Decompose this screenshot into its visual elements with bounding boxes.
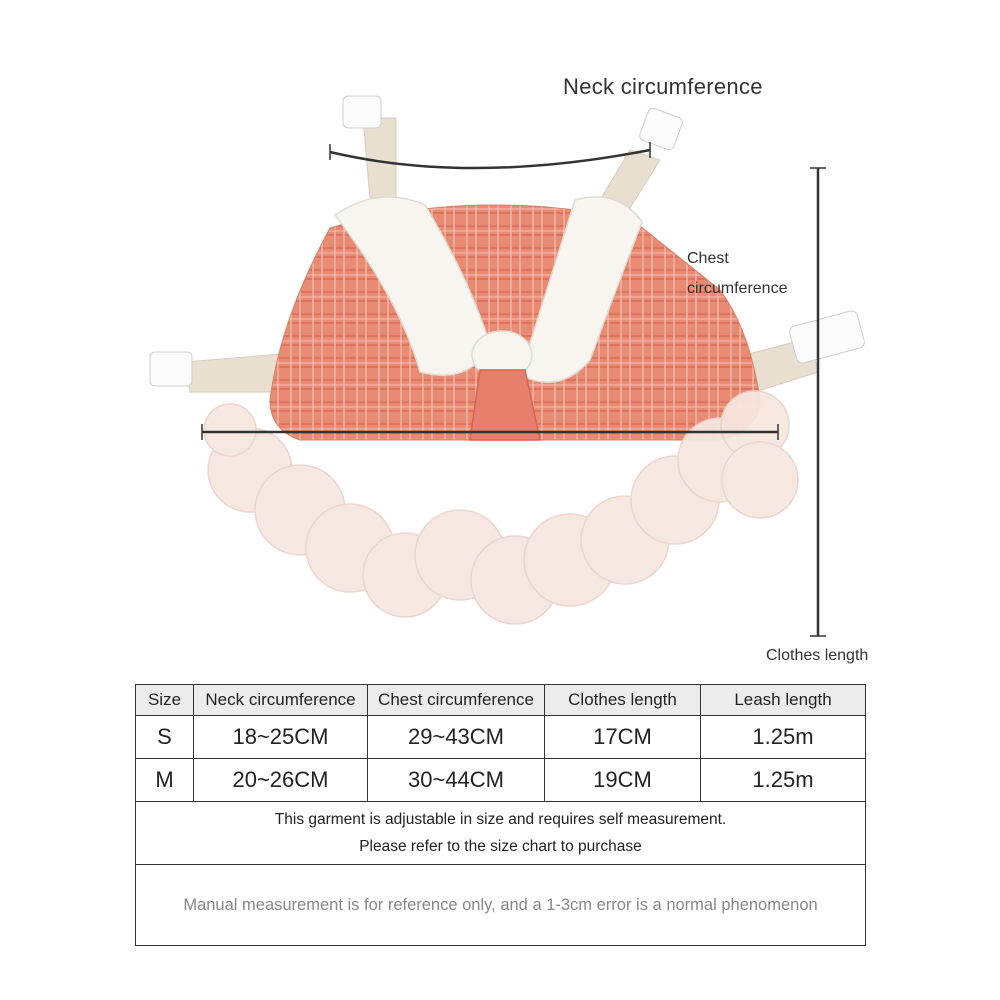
measurement-disclaimer: Manual measurement is for reference only, and a 1-3cm error is a normal phenomenon xyxy=(136,865,866,946)
header-chest: Chest circumference xyxy=(368,685,545,716)
chest-label-line2: circumference xyxy=(687,280,788,297)
cell-length: 19CM xyxy=(545,759,701,802)
cell-neck: 18~25CM xyxy=(194,716,368,759)
cell-chest: 29~43CM xyxy=(368,716,545,759)
size-chart-table xyxy=(135,684,866,946)
note-line-2: Please refer to the size chart to purchase xyxy=(359,838,642,855)
cell-leash: 1.25m xyxy=(701,716,866,759)
table-row xyxy=(136,716,866,759)
neck-circumference-label: Neck circumference xyxy=(563,74,763,99)
right-side-strap xyxy=(745,310,866,392)
table-header-row xyxy=(136,685,866,716)
chest-label-line1: Chest xyxy=(687,250,729,267)
adjustable-note xyxy=(136,802,866,865)
chest-circumference-label xyxy=(687,244,817,304)
header-size: Size xyxy=(136,685,194,716)
clothes-length-label: Clothes length xyxy=(766,647,869,664)
cell-size: S xyxy=(136,716,194,759)
cell-leash: 1.25m xyxy=(701,759,866,802)
header-length: Clothes length xyxy=(545,685,701,716)
cell-size: M xyxy=(136,759,194,802)
header-leash: Leash length xyxy=(701,685,866,716)
disclaimer-row xyxy=(136,865,866,946)
note-row xyxy=(136,802,866,865)
cell-length: 17CM xyxy=(545,716,701,759)
header-neck: Neck circumference xyxy=(194,685,368,716)
note-line-1: This garment is adjustable in size and requires self measurement. xyxy=(274,811,727,828)
cell-neck: 20~26CM xyxy=(194,759,368,802)
table-row xyxy=(136,759,866,802)
length-measure-line xyxy=(810,168,826,636)
cell-chest: 30~44CM xyxy=(368,759,545,802)
